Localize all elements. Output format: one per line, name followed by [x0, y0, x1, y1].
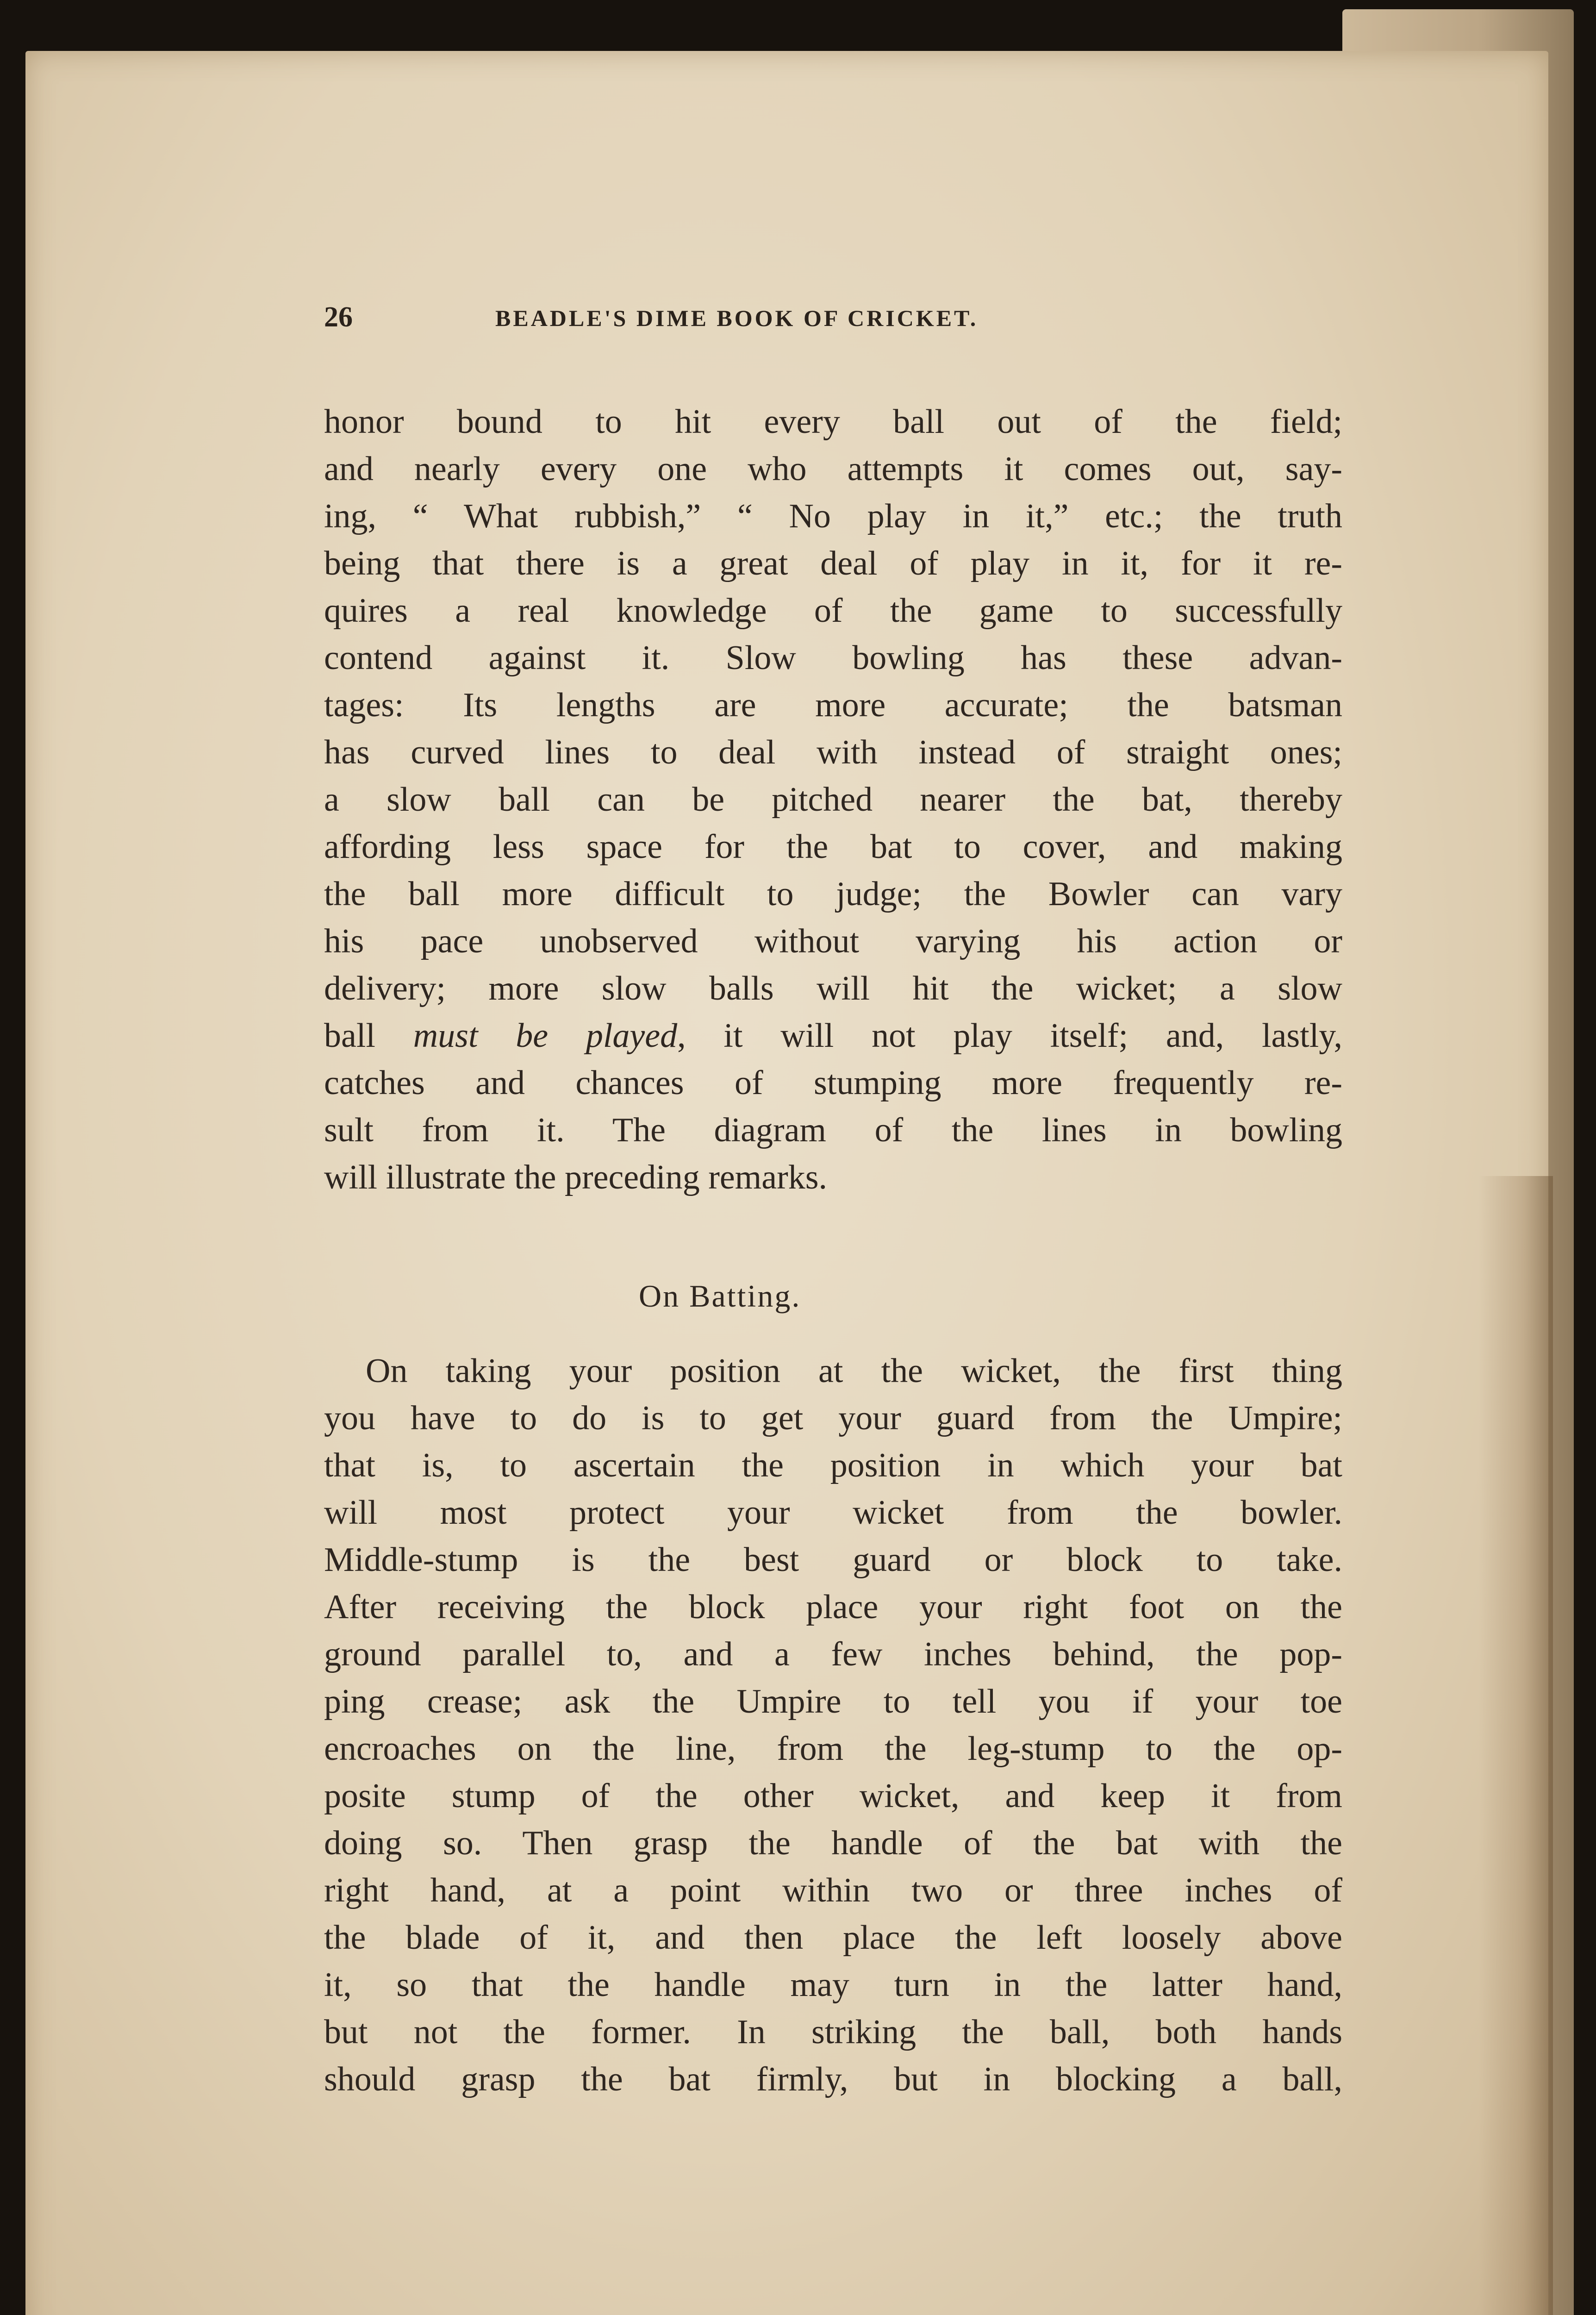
text-line: and nearly every one who attempts it comes out, say-: [324, 450, 1342, 488]
text-line: contend against it. Slow bowling has these advan-: [324, 639, 1342, 677]
text-line: ping crease; ask the Umpire to tell you if your toe: [324, 1683, 1342, 1721]
text-line: posite stump of the other wicket, and keep it from: [324, 1777, 1342, 1815]
text-fragment: ball: [324, 1017, 413, 1055]
text-line-with-italic: [324, 1012, 1342, 1059]
text-line: that is, to ascertain the position in which your bat: [324, 1446, 1342, 1484]
running-title: BEADLE'S DIME BOOK OF CRICKET.: [495, 305, 979, 331]
text-line: it, so that the handle may turn in the latter hand,: [324, 1966, 1342, 2004]
text-line: delivery; more slow balls will hit the wicket; a slow: [324, 970, 1342, 1007]
text-line: catches and chances of stumping more frequently re-: [324, 1064, 1342, 1102]
text-line: will illustrate the preceding remarks.: [324, 1158, 828, 1196]
text-line: sult from it. The diagram of the lines in bowling: [324, 1111, 1342, 1149]
text-line: right hand, at a point within two or three inches of: [324, 1871, 1342, 1909]
text-line: but not the former. In striking the ball, both hands: [324, 2013, 1342, 2051]
text-line: has curved lines to deal with instead of straight ones;: [324, 733, 1342, 771]
text-line: the ball more difficult to judge; the Bowler can vary: [324, 875, 1342, 913]
text-line: ing, “ What rubbish,” “ No play in it,” etc.; the truth: [324, 497, 1342, 535]
text-fragment: , it will not play itself; and, lastly,: [677, 1017, 1342, 1055]
text-line: encroaches on the line, from the leg-stump to the op-: [324, 1730, 1342, 1768]
italic-phrase: must be played: [413, 1017, 678, 1055]
text-line: a slow ball can be pitched nearer the bat, thereby: [324, 781, 1342, 819]
text-line: the blade of it, and then place the left loosely above: [324, 1919, 1342, 1957]
page-header: [324, 301, 1203, 343]
torn-page-edge: [1479, 1176, 1553, 2315]
text-line: honor bound to hit every ball out of the field;: [324, 403, 1342, 441]
text-line: Middle-stump is the best guard or block to take.: [324, 1541, 1342, 1579]
text-line: you have to do is to get your guard from the Umpire;: [324, 1399, 1342, 1437]
text-line: should grasp the bat firmly, but in blocking a ball,: [324, 2060, 1342, 2098]
text-line: his pace unobserved without varying his action or: [324, 922, 1342, 960]
text-line: ground parallel to, and a few inches behind, the pop-: [324, 1635, 1342, 1673]
text-line: affording less space for the bat to cover, and making: [324, 828, 1342, 866]
text-line: On taking your position at the wicket, the first thing: [366, 1352, 1342, 1390]
text-line: being that there is a great deal of play in it, for it re-: [324, 544, 1342, 582]
text-line: doing so. Then grasp the handle of the bat with the: [324, 1824, 1342, 1862]
page-number: 26: [324, 301, 353, 333]
text-line: After receiving the block place your right foot on the: [324, 1588, 1342, 1626]
paragraph-slow-bowling: [324, 398, 1342, 1201]
text-line: tages: Its lengths are more accurate; the batsman: [324, 686, 1342, 724]
section-heading: On Batting.: [639, 1278, 801, 1314]
text-line: will most protect your wicket from the bowler.: [324, 1494, 1342, 1532]
text-line: quires a real knowledge of the game to successfully: [324, 592, 1342, 630]
paragraph-batting: [324, 1347, 1342, 2103]
